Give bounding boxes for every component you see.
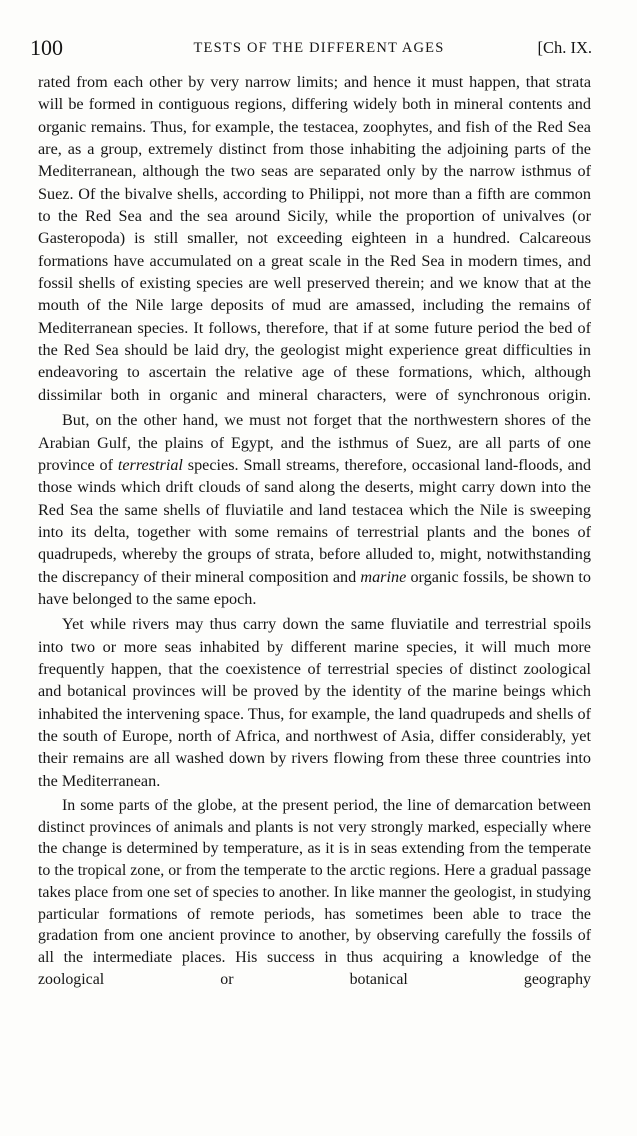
paragraph-1 bbox=[38, 71, 591, 406]
paragraph-4 bbox=[38, 795, 591, 990]
text-run: organic fossils, be shown to have belonged to the same epoch. bbox=[38, 567, 591, 608]
text-run: Yet while rivers may thus carry down the same fluviatile and terrestrial spoils into two or more seas inhabited by different marine species, it will much more frequently happen, that the coexistence of terrestrial species of distinct zoological and botanical provinces will be proved by the identity of the marine beings which inhabited the intervening space. Thus, for example, the land quadrupeds and shells of the south of Europe, north of Africa, and northwest of Asia, differ considerably, yet their remains are all washed down by rivers flowing from these three countries into the Mediterranean. bbox=[38, 615, 591, 790]
text-run: But, on the other hand, we must not forget that the northwestern shores of the Arabian Gulf, the plains of Egypt, and the isthmus of Suez, are all parts of one province of bbox=[38, 411, 591, 474]
italic-text: marine bbox=[360, 567, 407, 586]
page-number: 100 bbox=[30, 35, 63, 60]
running-head: TESTS OF THE DIFFERENT AGES bbox=[193, 40, 445, 56]
text-run: species. Small streams, therefore, occasional land-floods, and those winds which drift clouds of sand along the deserts, might carry down into the Red Sea the same shells of fluviatile and land testacea which the Nile is sweeping into its delta, together with some remains of terrestrial plants and the bones of quadrupeds, whereby the groups of strata, before alluded to, might, notwithstanding the discrepancy of their mineral composition and bbox=[38, 455, 591, 586]
page-header bbox=[30, 34, 592, 62]
italic-text: terrestrial bbox=[117, 455, 183, 474]
body-text bbox=[38, 71, 591, 990]
paragraph-3 bbox=[38, 613, 591, 792]
chapter-reference: [Ch. IX. bbox=[537, 38, 592, 57]
text-run: In some parts of the globe, at the present period, the line of demarcation between distinct provinces of animals and plants is not very strongly marked, especially where the change is determined by temperature, as it is in seas extending from the temperate to the tropical zone, or from the temperate to the arctic regions. Here a gradual passage takes place from one set of species to another. In like manner the geologist, in studying particular formations of remote periods, has sometimes been able to trace the gradation from one ancient province to another, by observing carefully the fossils of all the intermediate places. His success in thus acquiring a knowledge of the zoological or botanical geography bbox=[38, 797, 591, 988]
paragraph-2 bbox=[38, 409, 591, 610]
text-run: rated from each other by very narrow limits; and hence it must happen, that strata will be formed in contiguous regions, differing widely both in mineral contents and organic remains. Thus, for example, the testacea, zoophytes, and fish of the Red Sea are, as a group, extremely distinct from those inhabiting the adjoining parts of the Mediterranean, although the two seas are separated only by the narrow isthmus of Suez. Of the bivalve shells, according to Philippi, not more than a fifth are common to the Red Sea and the sea around Sicily, while the proportion of univalves (or Gasteropoda) is still smaller, not exceeding eighteen in a hundred. Calcareous formations have accumulated on a great scale in the Red Sea in modern times, and fossil shells of existing species are well preserved therein; and we know that at the mouth of the Nile large deposits of mud are amassed, including the remains of Mediterranean species. It follows, therefore, that if at some future period the bed of the Red Sea should be laid dry, the geologist might experience great difficulties in endeavoring to ascertain the relative age of these formations, which, although dissimilar both in organic and mineral characters, were of synchronous origin. bbox=[38, 73, 591, 404]
